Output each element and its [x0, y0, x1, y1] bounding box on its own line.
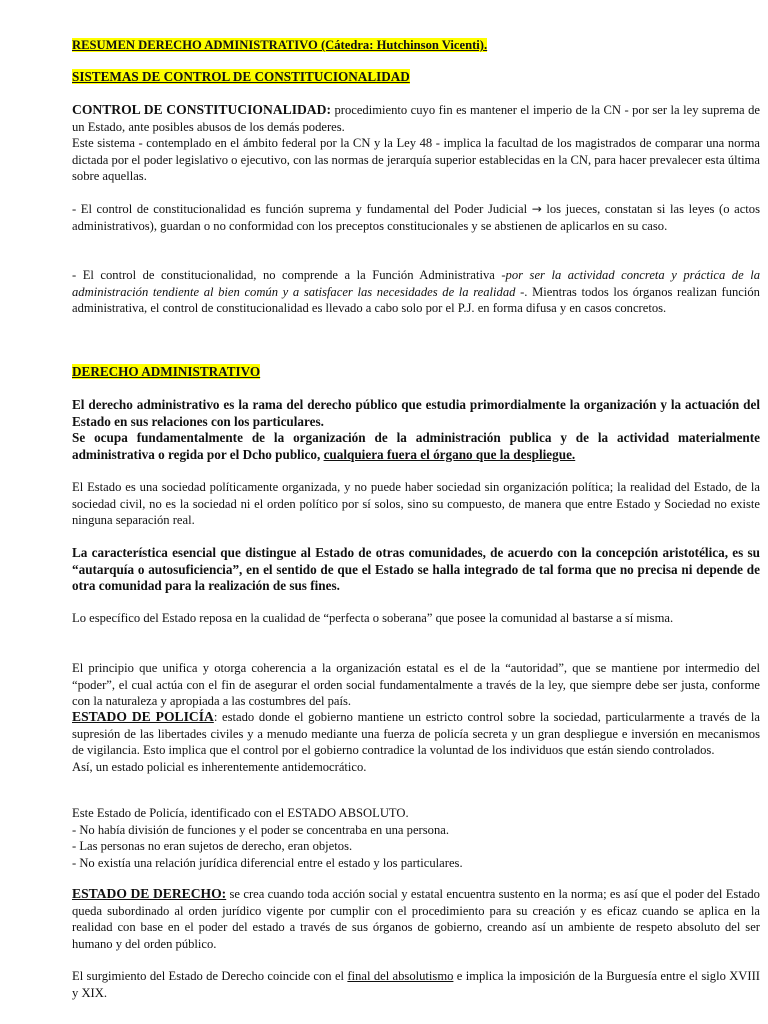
- paragraph-control-definition: [72, 102, 760, 185]
- paragraph-funcion-administrativa: [72, 267, 760, 317]
- arrow-right-icon: →: [531, 202, 542, 216]
- paragraph-funcion-italic: -por ser la actividad concreta y práctica de la administración tendiente al bien común y a satisfacer las necesidades de la realidad -: [72, 268, 760, 299]
- definicion-line: El derecho administrativo es la rama del derecho público que estudia primordialmente la organización y la actuación del Estado en sus relaciones con los particulares.: [72, 397, 760, 429]
- paragraph-poder-judicial-end: los jueces, constatan si las leyes (o actos administrativos), guardan o no conformidad con los preceptos constitucionales y se abstienen de aplicarlos en su caso.: [72, 202, 760, 233]
- section-heading-control-text: SISTEMAS DE CONTROL DE CONSTITUCIONALIDAD: [72, 69, 410, 84]
- term-control-constitucionalidad: CONTROL DE CONSTITUCIONALIDAD:: [72, 102, 331, 117]
- list-item: - No había división de funciones y el poder se concentraba en una persona.: [72, 822, 449, 837]
- paragraph-soberana: Lo específico del Estado reposa en la cualidad de “perfecta o soberana” que posee la comunidad al bastarse a sí misma.: [72, 611, 674, 625]
- section-heading-derecho-text: DERECHO ADMINISTRATIVO: [72, 364, 261, 379]
- term-estado-policia: ESTADO DE POLICÍA: [72, 709, 214, 724]
- title-highlight: RESUMEN DERECHO ADMINISTRATIVO (Cátedra: Hutchinson Vicenti).: [72, 38, 488, 52]
- section-heading-derecho: [72, 364, 760, 381]
- list-item: - No existía una relación jurídica diferencial entre el estado y los particulares.: [72, 855, 463, 870]
- paragraph-sistema-text: Este sistema - contemplado en el ámbito federal por la CN y la Ley 48 - implica la facultad de los magistrados de comparar una norma dictada por el poder legislativo o ejecutivo, con las normas de jerarquía superior establecidas en la CN, para hacer prevalecer esta última sobre aquellas.: [72, 136, 760, 184]
- estado-policia-conclusion: Así, un estado policial es inherentemente antidemocrático.: [72, 759, 367, 774]
- estado-derecho-text: se crea cuando toda acción social y estatal encuentra sustento en la norma; es así que el poder del Estado queda subordinado al orden jurídico vigente por cumplir con el procedimiento para su creación y es eficaz cuando se aplica en la realidad con base en el poder del estado a través de sus órganos de gobierno, creando así un ambiente de respeto absoluto del ser humano y del orden público.: [72, 887, 760, 951]
- paragraph-funcion-end: . Mientras todos los órganos realizan función administrativa, el control de constitucionalidad es llevado a cabo solo por el P.J. en forma difusa y en casos concretos.: [72, 284, 760, 316]
- list-estado-absoluto: [72, 805, 760, 871]
- paragraph-poder-judicial: [72, 201, 760, 234]
- paragraph-estado-policia: [72, 709, 760, 775]
- list-intro: Este Estado de Policía, identificado con el ESTADO ABSOLUTO.: [72, 806, 409, 820]
- ocupa-underlined: cualquiera fuera el órgano que la despliegue.: [323, 446, 576, 462]
- list-item: - Las personas no eran sujetos de derecho, eran objetos.: [72, 839, 353, 854]
- surgimiento-end: e implica la imposición de la Burguesía entre el siglo XVIII y XIX.: [72, 969, 760, 1000]
- paragraph-estado-sociedad: El Estado es una sociedad políticamente organizada, y no puede haber sociedad sin organización política; la realidad del Estado, de la sociedad civil, no es la sociedad ni el orden político por sí solos, sino su compuesto, de manera que entre Estado y Sociedad no existe ninguna separación real.: [72, 480, 760, 528]
- paragraph-control-text: procedimiento cuyo fin es mantener el imperio de la CN - por ser la ley suprema de un Estado, ante posibles abusos de los demás poderes.: [72, 103, 761, 134]
- ocupa-line: Se ocupa fundamentalmente de la organización de la administración publica y de la actividad materialmente administrativa o regida por el Dcho publico,: [72, 430, 760, 462]
- section-heading-control: [72, 69, 760, 86]
- paragraph-funcion-start: - El control de constitucionalidad, no comprende a la Función Administrativa: [72, 268, 502, 282]
- document-title: [72, 37, 760, 54]
- surgimiento-start: El surgimiento del Estado de Derecho coincide con el: [72, 969, 348, 983]
- surgimiento-underlined: final del absolutismo: [347, 969, 454, 983]
- paragraph-estado-derecho: [72, 886, 760, 952]
- estado-policia-text: : estado donde el gobierno mantiene un estricto control sobre la sociedad, particularmente a través de la supresión de las libertades civiles y a menudo mediante una fuerza de policía secreta y un gran despliegue e inversión en mecanismos de vigilancia. Esto implica que el control por el gobierno contradice la voluntad de los individuos que están siendo controlados.: [72, 710, 760, 758]
- term-estado-derecho: ESTADO DE DERECHO:: [72, 886, 227, 901]
- paragraph-definicion-derecho: [72, 397, 760, 463]
- paragraph-autoridad: El principio que unifica y otorga coherencia a la organización estatal es el de la “autoridad”, que se mantiene por intermedio del “poder”, el cual actúa con el fin de asegurar el orden social fundamentalmente a través de la ley, que siempre debe ser justa, conforme con la naturaleza y apropiada a las costumbres del país.: [72, 661, 760, 709]
- paragraph-autarquia: La característica esencial que distingue al Estado de otras comunidades, de acuerdo con la concepción aristotélica, es su “autarquía o autosuficiencia”, en el sentido de que el Estado se halla integrado de tal forma que no precisa ni depende de otra comunidad para la realización de sus fines.: [72, 545, 760, 594]
- paragraph-surgimiento: [72, 968, 760, 1001]
- paragraph-poder-judicial-start: - El control de constitucionalidad es función suprema y fundamental del Poder Judicial: [72, 202, 532, 216]
